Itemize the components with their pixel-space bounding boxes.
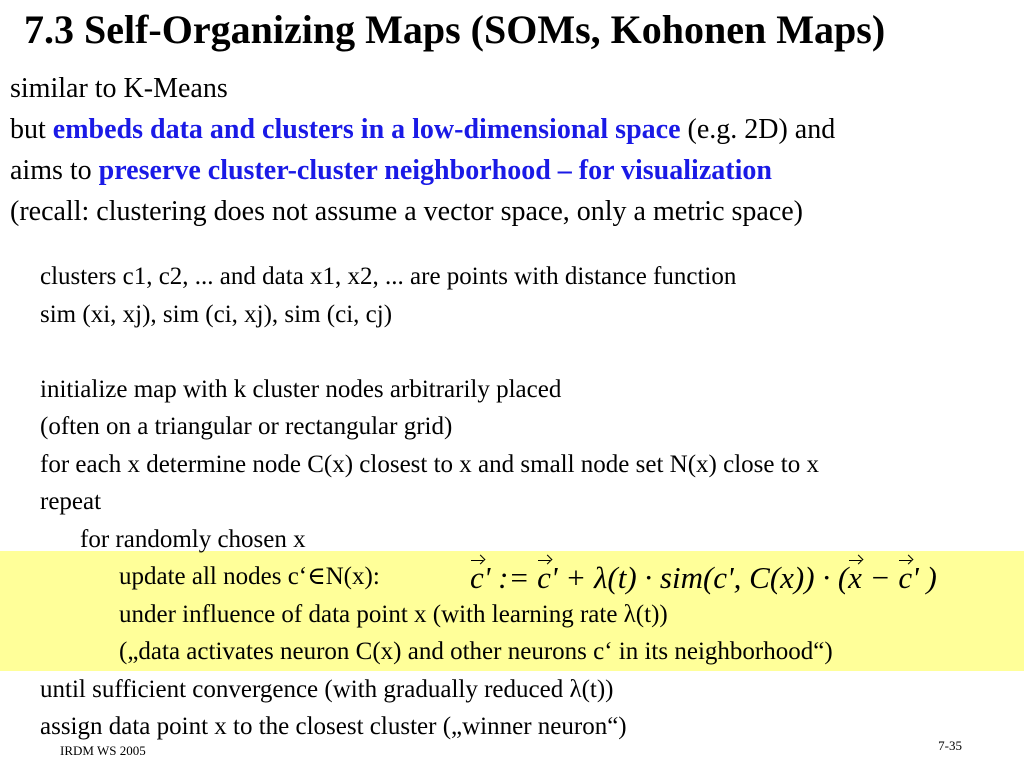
formula-assign: ' :=	[483, 560, 538, 595]
update-formula	[470, 558, 937, 598]
intro-line-3-prefix: aims to	[10, 155, 99, 186]
algo-line-3: initialize map with k cluster nodes arbitrarily placed	[40, 375, 562, 403]
algo-line-7: for randomly chosen x	[80, 525, 306, 553]
algo-line-10: („data activates neuron C(x) and other neurons c‘ in its neighborhood“)	[119, 638, 833, 665]
formula-vector-c-diff: c	[898, 558, 912, 598]
formula-vector-x: x	[848, 558, 862, 598]
formula-update-term: ' + λ(t) · sim(c', C(x)) · (	[550, 560, 849, 595]
intro-line-3	[10, 150, 835, 191]
formula-vector-c-rhs: c	[537, 558, 551, 598]
algo-line-8: update all nodes c‘∈N(x):	[119, 563, 380, 590]
intro-highlight-embeds: embeds data and clusters in a low-dimensional space	[52, 114, 681, 145]
intro-line-2	[10, 109, 835, 150]
intro-line-1: similar to K-Means	[10, 73, 228, 104]
intro-line-4: (recall: clustering does not assume a vector space, only a metric space)	[10, 196, 804, 227]
algo-line-4: (often on a triangular or rectangular grid)	[40, 413, 453, 440]
algorithm-text	[40, 258, 833, 746]
algo-line-5: for each x determine node C(x) closest to x and small node set N(x) close to x	[40, 450, 819, 478]
algo-line-11: until sufficient convergence (with gradually reduced λ(t))	[40, 675, 614, 703]
algo-line-12: assign data point x to the closest cluster („winner neuron“)	[40, 713, 627, 740]
footer-page-number: 7-35	[938, 738, 962, 753]
intro-line-2-suffix: (e.g. 2D) and	[680, 114, 836, 145]
algo-blank-line	[40, 333, 833, 371]
footer-course: IRDM WS 2005	[60, 743, 146, 758]
intro-highlight-preserve: preserve cluster-cluster neighborhood – for visualization	[98, 155, 772, 186]
formula-close: ' )	[912, 560, 937, 595]
slide-title: 7.3 Self-Organizing Maps (SOMs, Kohonen Maps)	[24, 7, 886, 52]
algo-line-1: clusters c1, c2, ... and data x1, x2, ... are points with distance function	[40, 263, 737, 290]
algo-line-2: sim (xi, xj), sim (ci, xj), sim (ci, cj)	[40, 300, 393, 328]
intro-line-2-prefix: but	[10, 114, 53, 145]
formula-vector-c-lhs: c	[470, 558, 484, 598]
formula-minus: −	[861, 560, 899, 595]
intro-text	[10, 68, 835, 232]
algo-line-9: under influence of data point x (with learning rate λ(t))	[119, 600, 668, 628]
algo-line-6: repeat	[40, 488, 102, 515]
